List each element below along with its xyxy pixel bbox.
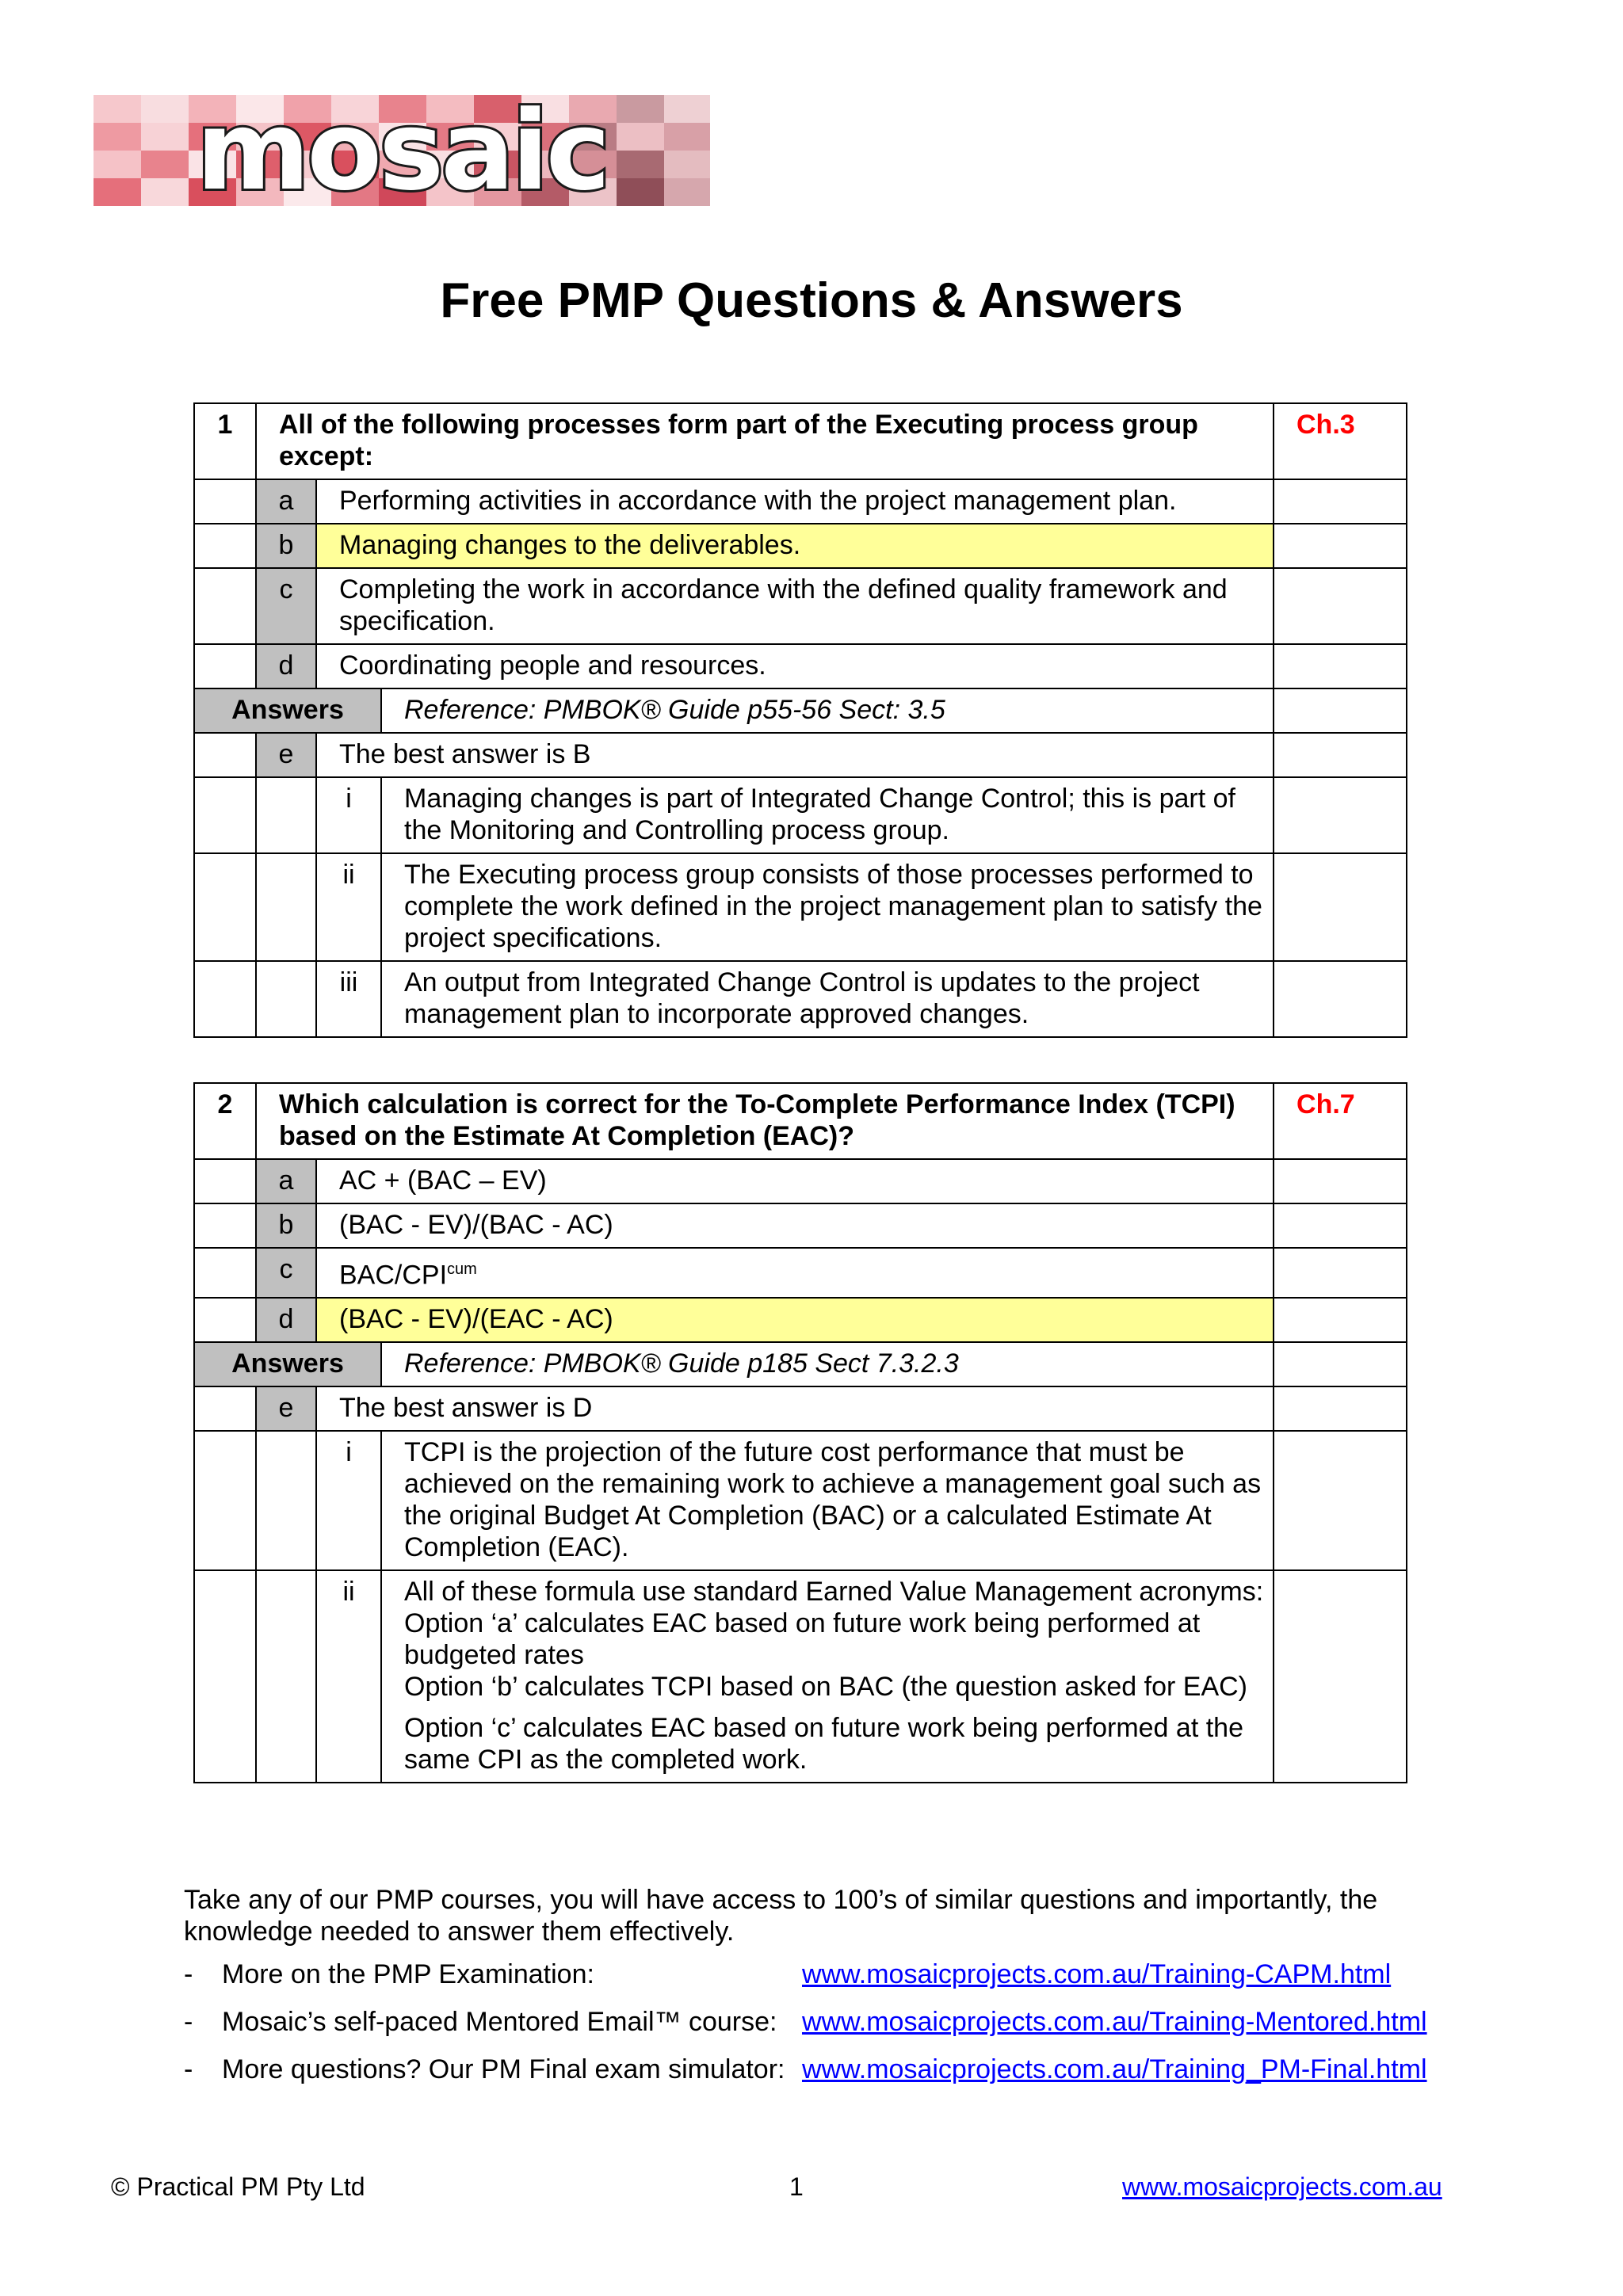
explanation-number: iii [316,961,381,1037]
option-text-highlighted: (BAC - EV)/(EAC - AC) [316,1298,1274,1342]
option-row-correct [194,1298,1407,1342]
formula-base: BAC/CPI [339,1260,448,1291]
explanation-line: Option ‘c’ calculates EAC based on future work being performed at the same CPI as the completed work. [404,1713,1243,1775]
explanation-text [381,1570,1274,1783]
promo-text: Take any of our PMP courses, you will have access to 100’s of similar questions and importantly, the knowledge needed to answer them effectively. [184,1885,1378,1947]
best-answer-text: The best answer is D [316,1386,1274,1431]
explanation-text: An output from Integrated Change Control is updates to the project management plan to incorporate approved changes. [381,961,1274,1037]
formula-superscript: cum [447,1261,477,1278]
explanation-row [194,1570,1407,1783]
option-letter: c [256,568,316,644]
question-number: 1 [194,403,256,479]
option-letter: d [256,1298,316,1342]
option-text-highlighted: Managing changes to the deliverables. [316,524,1274,568]
question-2-table [193,1082,1407,1783]
reference-text: Reference: PMBOK® Guide p185 Sect 7.3.2.3 [381,1342,1274,1386]
option-row [194,568,1407,644]
option-text: Completing the work in accordance with the defined quality framework and specification. [316,568,1274,644]
explanation-row [194,961,1407,1037]
svg-text:mosaic: mosaic [196,95,608,206]
option-row [194,1248,1407,1298]
chapter-label: Ch.3 [1274,403,1407,479]
question-number: 2 [194,1083,256,1159]
training-capm-link[interactable]: www.mosaicprojects.com.au/Training-CAPM.html [802,1959,1392,1989]
answers-label: Answers [194,1342,381,1386]
option-letter: c [256,1248,316,1298]
option-text: Performing activities in accordance with the project management plan. [316,479,1274,524]
best-answer-letter: e [256,1386,316,1431]
explanation-number: i [316,777,381,853]
chapter-label: Ch.7 [1274,1083,1407,1159]
website-link[interactable]: www.mosaicprojects.com.au [1122,2172,1442,2201]
reference-text: Reference: PMBOK® Guide p55-56 Sect: 3.5 [381,688,1274,733]
explanation-number: ii [316,1570,381,1783]
option-letter: a [256,479,316,524]
option-row [194,1203,1407,1248]
bullet-dash: - [184,2007,193,2037]
copyright: © Practical PM Pty Ltd [111,2172,365,2201]
option-letter: d [256,644,316,688]
option-row [194,479,1407,524]
option-letter: b [256,524,316,568]
bullet-dash: - [184,1959,193,1989]
answers-header-row [194,688,1407,733]
option-text: (BAC - EV)/(BAC - AC) [316,1203,1274,1248]
link-label: Mosaic’s self-paced Mentored Email™ course: [222,2007,777,2037]
link-item [184,2006,1452,2054]
answers-header-row [194,1342,1407,1386]
question-row [194,403,1407,479]
page-number: 1 [789,2172,804,2201]
question-text: All of the following processes form part of the Executing process group except: [256,403,1274,479]
explanation-line: All of these formula use standard Earned Value Management acronyms: [404,1577,1264,1608]
best-answer-row [194,733,1407,777]
option-text [316,1248,1274,1298]
best-answer-letter: e [256,733,316,777]
explanation-text: The Executing process group consists of those processes performed to complete the work defined in the project management plan to satisfy the project specifications. [381,853,1274,961]
option-row [194,644,1407,688]
question-1-table [193,402,1407,1038]
mosaic-logo [94,95,710,206]
link-item [184,1958,1452,2006]
training-mentored-link[interactable]: www.mosaicprojects.com.au/Training-Mentored.html [802,2007,1427,2037]
option-text: AC + (BAC – EV) [316,1159,1274,1203]
explanation-number: ii [316,853,381,961]
link-item [184,2054,1452,2101]
best-answer-row [194,1386,1407,1431]
explanation-line: Option ‘b’ calculates TCPI based on BAC (the question asked for EAC) [404,1672,1247,1703]
explanation-row [194,1431,1407,1570]
question-row [194,1083,1407,1159]
option-letter: b [256,1203,316,1248]
explanation-text: TCPI is the projection of the future cost performance that must be achieved on the remaining work to achieve a management goal such as the original Budget At Completion (BAC) or a calculated Estimate At Completion (EAC). [381,1431,1274,1570]
link-label: More questions? Our PM Final exam simulator: [222,2054,785,2084]
explanation-line: Option ‘a’ calculates EAC based on future work being performed at budgeted rates [404,1608,1201,1671]
bullet-dash: - [184,2054,193,2084]
explanation-row [194,853,1407,961]
question-text: Which calculation is correct for the To-Complete Performance Index (TCPI) based on the Estimate At Completion (EAC)? [256,1083,1274,1159]
explanation-row [194,777,1407,853]
best-answer-text: The best answer is B [316,733,1274,777]
promo-links [184,1958,1452,2101]
explanation-number: i [316,1431,381,1570]
page-title: Free PMP Questions & Answers [440,273,1183,328]
link-label: More on the PMP Examination: [222,1959,594,1989]
answers-label: Answers [194,688,381,733]
explanation-text: Managing changes is part of Integrated Change Control; this is part of the Monitoring and Controlling process group. [381,777,1274,853]
option-text: Coordinating people and resources. [316,644,1274,688]
option-letter: a [256,1159,316,1203]
option-row [194,1159,1407,1203]
option-row-correct [194,524,1407,568]
training-pm-final-link[interactable]: www.mosaicprojects.com.au/Training_PM-Final.html [802,2054,1427,2084]
